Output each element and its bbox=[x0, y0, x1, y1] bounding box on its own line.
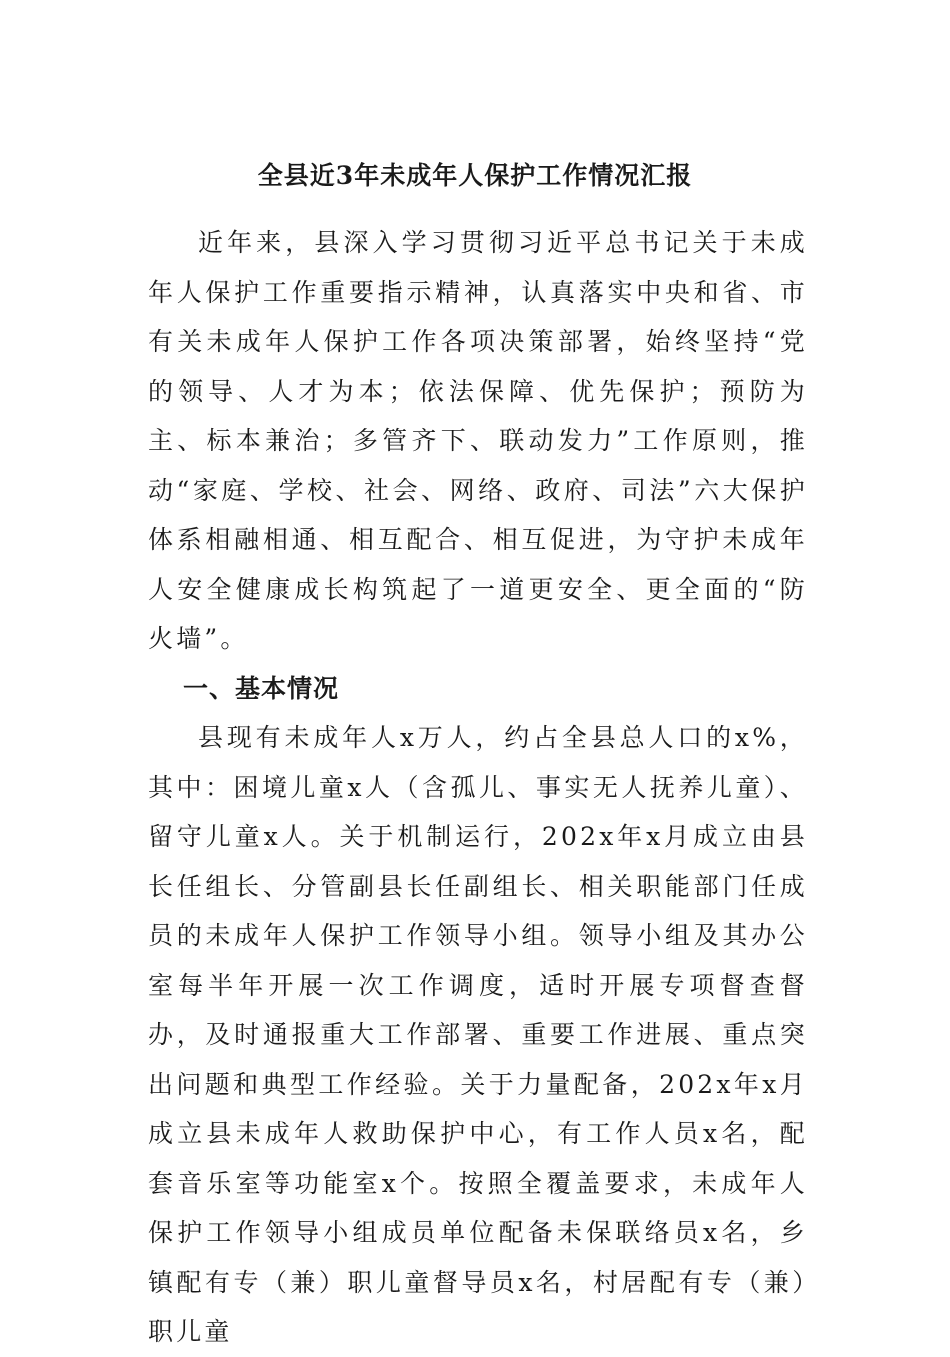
section-heading-basic-situation: 一、基本情况 bbox=[183, 673, 340, 703]
document-body bbox=[148, 218, 808, 1357]
document-title: 全县近3年未成年人保护工作情况汇报 bbox=[257, 161, 693, 190]
intro-paragraph: 近年来，县深入学习贯彻习近平总书记关于未成年人保护工作重要指示精神，认真落实中央和省、市有关未成年人保护工作各项决策部署，始终坚持“党的领导、人才为本；依法保障、优先保护；预防为主、标本兼治；多管齐下、联动发力”工作原则，推动“家庭、学校、社会、网络、政府、司法”六大保护体系相融相通、相互配合、相互促进，为守护未成年人安全健康成长构筑起了一道更安全、更全面的“防火墙”。 bbox=[148, 228, 808, 653]
section-basic-situation-paragraph: 县现有未成年人x万人，约占全县总人口的x%，其中：困境儿童x人（含孤儿、事实无人抚养儿童）、留守儿童x人。关于机制运行，202x年x月成立由县长任组长、分管副县长任副组长、相关职能部门任成员的未成年人保护工作领导小组。领导小组及其办公室每半年开展一次工作调度，适时开展专项督查督办，及时通报重大工作部署、重要工作进展、重点突出问题和典型工作经验。关于力量配备，202x年x月成立县未成年人救助保护中心，有工作人员x名，配套音乐室等功能室x个。按照全覆盖要求，未成年人保护工作领导小组成员单位配备未保联络员x名，乡镇配有专（兼）职儿童督导员x名，村居配有专（兼）职儿童 bbox=[148, 723, 808, 1346]
